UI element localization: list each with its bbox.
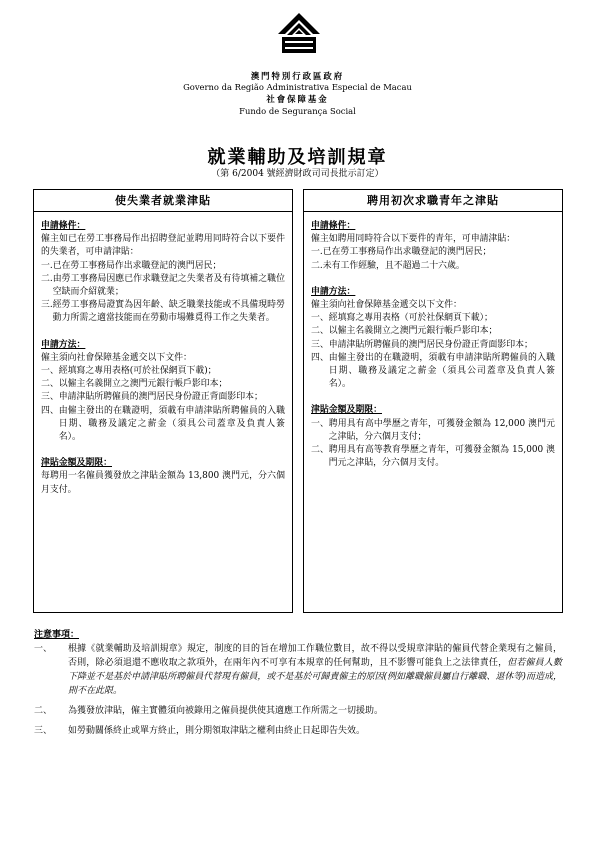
list-item: 二、 聘用具有高等教育學歷之青年，可獲發金額為 15,000 澳門元之津貼，分六個月支付。	[311, 445, 555, 469]
notes-section	[34, 628, 562, 744]
org-name-pt: Governo da Região Administrativa Especial de Macau	[183, 82, 412, 92]
right-conditions-intro: 僱主如聘用同時符合以下要件的青年，可申請津貼：	[311, 234, 516, 245]
right-column-heading: 聘用初次求職青年之津貼	[304, 190, 562, 212]
list-item: 一、 聘用具有高中學歷之青年，可獲發金額為 12,000 澳門元之津貼，分六個月支付；	[311, 418, 555, 442]
left-amount-text: 每聘用一名僱員獲發放之津貼金額為 13,800 澳門元，分六個月支付。	[41, 471, 285, 495]
fund-name-pt: Fundo de Segurança Social	[239, 106, 356, 116]
document-title: 就業輔助及培訓規章	[207, 147, 388, 168]
fund-name-zh: 社會保障基金	[266, 94, 329, 104]
list-item: 三、 申請津貼所聘僱員的澳門居民身份證正背面影印本；	[41, 392, 263, 403]
list-item: 二、 以僱主名義開立之澳門元銀行帳戶影印本；	[41, 379, 228, 390]
left-conditions-intro: 僱主如已在勞工事務局作出招聘登記並聘用同時符合以下要件的失業者，可申請津貼：	[41, 234, 285, 258]
list-item: 一. 已在勞工事務局作出求職登記的澳門居民；	[41, 260, 222, 271]
notes-title: 注意事項：	[34, 630, 80, 640]
list-item: 四、 由僱主發出的在職證明，須載有申請津貼所聘僱員的入職日期、職務及議定之薪金（須具公司蓋章及負責人簽名）。	[41, 405, 285, 443]
list-item: 一、 經填寫之專用表格（可於社保網頁下載）；	[311, 313, 493, 324]
right-method-title: 申請方法：	[311, 286, 356, 297]
right-method-intro: 僱主須向社會保障基金遞交以下文件：	[311, 300, 462, 311]
government-emblem-logo	[276, 12, 322, 58]
list-item: 一、 經填寫之專用表格(可於社保網頁下載)；	[41, 366, 217, 377]
right-conditions-title: 申請條件：	[311, 221, 356, 231]
list-item: 二. 由勞工事務局因應已作求職登記之失業者及有待填補之職位空缺而介紹就業；	[41, 273, 285, 298]
list-item: 四、 由僱主發出的在職證明，須載有申請津貼所聘僱員的入職日期、職務及議定之薪金（須具公司蓋章及負責人簽名）。	[311, 352, 555, 390]
org-name-zh: 澳門特別行政區政府	[250, 71, 345, 81]
left-column-box	[33, 189, 293, 613]
list-item: 三. 經勞工事務局證實為因年齡、缺乏職業技能或不具備現時勞動力所需之適當技能而在勞動市場難覓得工作之失業者。	[41, 300, 285, 324]
list-item: 三、 申請津貼所聘僱員的澳門居民身份證正背面影印本；	[311, 339, 533, 350]
left-method-title: 申請方法：	[41, 339, 86, 350]
right-amount-title: 津貼金額及期限：	[311, 405, 382, 416]
note-item-2: 二、 為獲發放津貼，僱主實體須向被錄用之僱員提供使其適應工作所需之一切援助。	[34, 706, 384, 716]
left-amount-title: 津貼金額及期限：	[41, 458, 112, 469]
note-item-1: 一、 根據《就業輔助及培訓規章》規定，制度的目的旨在增加工作職位數目，故不得以受規章津貼的僱員代替企業現有之僱員，否則，除必須退還不應收取之款項外，在兩年內不可享有本規章的任何幫助，且不影響可能負上之法律責任，但若僱員人數下降並不是基於申請津貼所聘僱員代替現有僱員，或不是基於可歸責僱主的原因(例如離職僱員屬自行離職、退休等)而造成，則不在此限。	[34, 644, 562, 696]
right-column-box	[303, 189, 563, 613]
note-item-1-italic: 但若僱員人數下降並不是基於申請津貼所聘僱員代替現有僱員，或不是基於可歸責僱主的原因(例如離職僱員屬自行離職、退休等)而造成，則不在此限。	[68, 658, 562, 696]
list-item: 二. 未有工作經驗，且不超過二十六歲。	[311, 260, 465, 271]
list-item: 二、 以僱主名義開立之澳門元銀行帳戶影印本；	[311, 326, 498, 337]
document-subtitle: （第 6/2004 號經濟財政司司長批示訂定）	[211, 169, 384, 179]
left-column-heading: 使失業者就業津貼	[34, 190, 292, 212]
note-item-3: 三、 如勞動關係終止或單方終止，則分期領取津貼之權利由終止日起即告失效。	[34, 726, 366, 736]
list-item: 一. 已在勞工事務局作出求職登記的澳門居民；	[311, 247, 492, 258]
left-method-intro: 僱主須向社會保障基金遞交以下文件：	[41, 352, 192, 363]
left-conditions-title: 申請條件：	[41, 221, 86, 231]
right-column-body	[304, 212, 562, 470]
left-column-body	[34, 212, 292, 497]
